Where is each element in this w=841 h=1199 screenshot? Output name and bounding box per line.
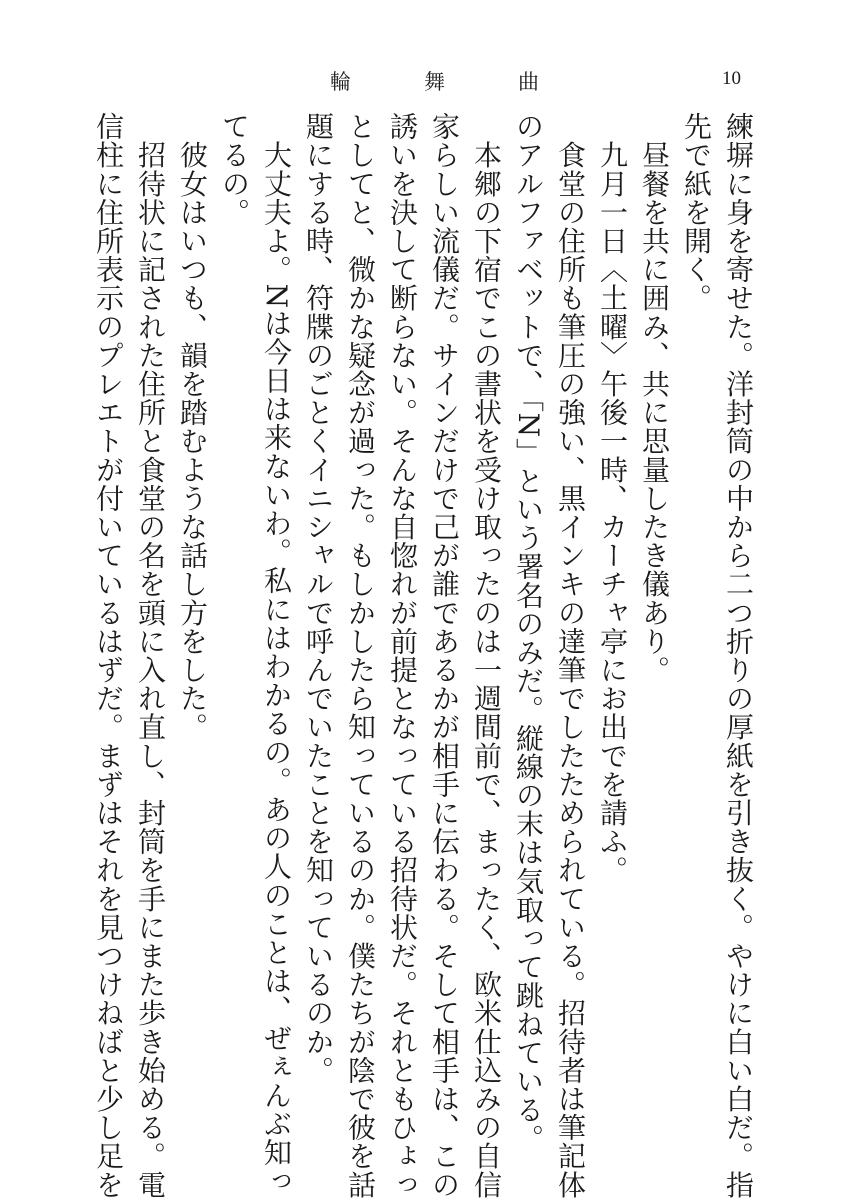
text-line: 彼女はいつも、韻を踏むような話し方をした。 — [176, 112, 209, 742]
text-line: 九月一日〈土曜〉午後一時、カーチャ亭にお出でを請ふ。 — [596, 112, 629, 885]
text-line: 招待状に記された住所と食堂の名を頭に入れ直し、封筒を手にまた歩き始める。電 — [134, 112, 167, 1199]
text-line: 題にする時、符牒のごとくイニシャルで呼んでいたことを知っているのか。 — [302, 112, 335, 1085]
text-line: 誘いを決して断らない。そんな自惚れが前提となっている招待状だ。それともひょっ — [386, 112, 419, 1199]
body-text — [87, 112, 759, 1199]
running-head-title: 輪 舞 曲 — [330, 70, 565, 94]
text-line: 本郷の下宿でこの書状を受け取ったのは一週間前で、まったく、欧米仕込みの自信 — [470, 112, 503, 1199]
text-line: 昼餐を共に囲み、共に思量したき儀あり。 — [638, 112, 671, 684]
text-line: 食堂の住所も筆圧の強い、黒インキの達筆でしたためられている。招待者は筆記体 — [554, 112, 587, 1199]
text-line: 信柱に住所表示のプレエトが付いているはずだ。まずはそれを見つけねばと少し足を — [92, 112, 125, 1199]
text-line: としてと、微かな疑念が過った。もしかしたら知っているのか。僕たちが陰で彼を話 — [344, 112, 377, 1199]
text-line: 先で紙を開く。 — [680, 112, 713, 313]
page-number: 10 — [722, 68, 741, 89]
text-line: てるの。 — [218, 112, 251, 227]
text-line: のアルファベットで、「N」という署名のみだ。縦線の末は気取って跳ねている。 — [512, 112, 545, 1153]
text-line: 家らしい流儀だ。サインだけで己が誰であるかが相手に伝わる。そして相手は、この — [428, 112, 461, 1199]
text-line: 大丈夫よ。Nは今日は来ないわ。私にはわかるの。あの人のことは、ぜぇんぶ知っ — [260, 112, 293, 1196]
text-line: 練塀に身を寄せた。洋封筒の中から二つ折りの厚紙を引き抜く。やけに白い白だ。指 — [722, 112, 755, 1199]
